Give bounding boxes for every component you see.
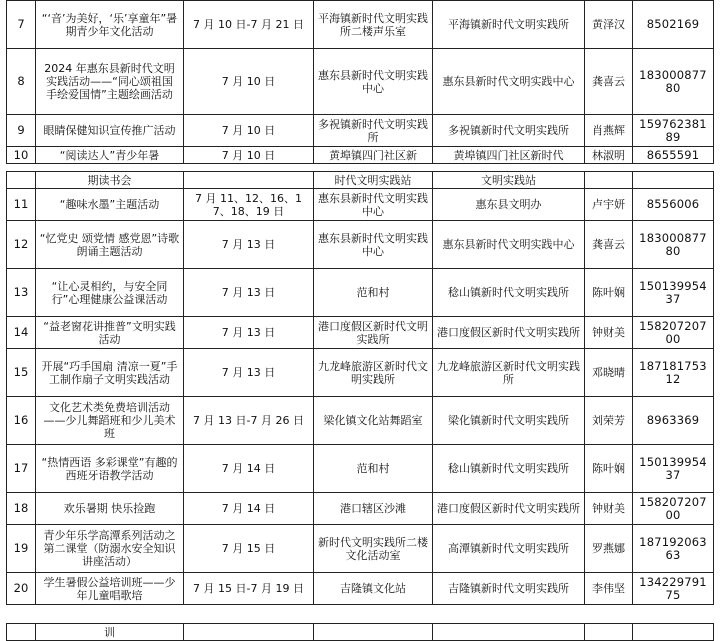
activity-name: “让心灵相约，与安全同行”心理健康公益课活动 [36,269,184,317]
activity-phone: 8502169 [633,1,714,49]
activity-contact: 罗燕娜 [585,525,633,573]
activity-phone: 8963369 [633,397,714,445]
activity-venue: 新时代文明实践所二楼文化活动室 [314,525,433,573]
activity-phone: 18300087780 [633,221,714,269]
activity-organizer: 黄埠镇四门社区新时代 [433,147,585,164]
table-row [7,115,714,147]
activity-date: 7 月 15 日 [184,525,314,573]
activity-contact: 陈叶娴 [585,445,633,493]
row-number: 15 [7,349,36,397]
activity-organizer: 高潭镇新时代文明实践所 [433,525,585,573]
row-number: 17 [7,445,36,493]
activity-date: 7 月 13 日 [184,349,314,397]
activity-organizer: 惠东县新时代文明实践中心 [433,221,585,269]
activity-name: 2024 年惠东县新时代文明实践活动——“同心颂祖国 手绘爱国情”主题绘画活动 [36,49,184,115]
activity-phone: 15820720700 [633,493,714,525]
activity-date: 7 月 10 日 [184,49,314,115]
activity-date: 7 月 14 日 [184,445,314,493]
activity-date: 7 月 14 日 [184,493,314,525]
activity-phone: 18300087780 [633,49,714,115]
activity-name: “忆党史 颂党情 感党恩”诗歌朗诵主题活动 [36,221,184,269]
activity-contact: 龚喜云 [585,49,633,115]
activity-name: “热情西语 多彩课堂”有趣的西班牙语教学活动 [36,445,184,493]
activity-venue: 惠东县新时代文明实践中心 [314,221,433,269]
row-number: 19 [7,525,36,573]
activity-date: 7 月 11、12、16、17、18、19 日 [184,189,314,221]
activity-venue: 吉隆镇文化站 [314,573,433,605]
activity-organizer: 平海镇新时代文明实践所 [433,1,585,49]
activity-venue: 黄埠镇四门社区新 [314,147,433,164]
activity-organizer: 惠东县新时代文明实践中心 [433,49,585,115]
table-row-continued [7,624,714,641]
activity-phone: 18718175312 [633,349,714,397]
activity-phone: 8556006 [633,189,714,221]
row-number: 16 [7,397,36,445]
table-row [7,1,714,49]
table-row [7,317,714,349]
table-row [7,221,714,269]
activity-name: 开展“巧手国扇 清凉一夏”手工制作扇子文明实践活动 [36,349,184,397]
row-number: 12 [7,221,36,269]
activity-organizer: 港口度假区新时代文明实践所 [433,317,585,349]
activity-contact: 李伟坚 [585,573,633,605]
activity-contact: 钟财美 [585,317,633,349]
row-number: 20 [7,573,36,605]
activity-venue: 港口度假区新时代文明实践所 [314,317,433,349]
table-row [7,147,714,164]
activity-phone: 15013995437 [633,269,714,317]
table-row [7,573,714,605]
activity-venue: 梁化镇文化站舞蹈室 [314,397,433,445]
activity-venue: 惠东县新时代文明实践中心 [314,189,433,221]
table-row [7,445,714,493]
activity-organizer: 文明实践站 [433,172,585,189]
activity-date: 7 月 13 日 [184,269,314,317]
row-number: 13 [7,269,36,317]
table-row [7,525,714,573]
activity-date: 7 月 13 日 [184,317,314,349]
activity-contact: 卢宇妍 [585,189,633,221]
activity-contact: 肖燕辉 [585,115,633,147]
row-number: 14 [7,317,36,349]
activity-organizer: 稔山镇新时代文明实践所 [433,269,585,317]
activity-name: “阅读达人”青少年暑 [36,147,184,164]
table-row-continued [7,172,714,189]
activity-table-middle [6,171,714,605]
activity-contact: 邓晓晴 [585,349,633,397]
activity-date: 7 月 10 日 [184,115,314,147]
table-row [7,189,714,221]
activity-organizer: 吉隆镇新时代文明实践所 [433,573,585,605]
activity-venue: 时代文明实践站 [314,172,433,189]
activity-name: “‘音’为美好，‘乐’享童年”暑期青少年文化活动 [36,1,184,49]
table-row [7,49,714,115]
table-row [7,493,714,525]
activity-phone: 8655591 [633,147,714,164]
activity-table-bottom [6,623,714,641]
activity-organizer: 梁化镇新时代文明实践所 [433,397,585,445]
table-row [7,349,714,397]
activity-date: 7 月 10 日 [184,147,314,164]
activity-table-top [6,0,714,164]
activity-contact: 钟财美 [585,493,633,525]
activity-venue: 惠东县新时代文明实践中心 [314,49,433,115]
activity-name: 眼睛保健知识宣传推广活动 [36,115,184,147]
row-number: 10 [7,147,36,164]
activity-phone: 15820720700 [633,317,714,349]
activity-organizer: 港口度假区新时代文明实践所 [433,493,585,525]
activity-contact: 陈叶娴 [585,269,633,317]
activity-contact: 黄泽汉 [585,1,633,49]
activity-organizer: 九龙峰旅游区新时代文明实践所 [433,349,585,397]
table-row [7,397,714,445]
activity-phone: 18719206363 [633,525,714,573]
activity-phone: 15976238189 [633,115,714,147]
activity-organizer: 多祝镇新时代文明实践所 [433,115,585,147]
row-number: 11 [7,189,36,221]
activity-name: “益老窗花讲推普”文明实践活动 [36,317,184,349]
activity-date: 7 月 10 日-7 月 21 日 [184,1,314,49]
activity-name: 学生暑假公益培训班——少年儿童唱歌培 [36,573,184,605]
activity-name: 文化艺术类免费培训活动——少儿舞蹈班和少儿美术班 [36,397,184,445]
activity-venue: 平海镇新时代文明实践所二楼声乐室 [314,1,433,49]
activity-organizer: 惠东县文明办 [433,189,585,221]
activity-date: 7 月 13 日-7 月 26 日 [184,397,314,445]
activity-name: 青少年乐学高潭系列活动之第二课堂（防溺水安全知识讲座活动） [36,525,184,573]
table-row [7,269,714,317]
row-number: 18 [7,493,36,525]
activity-organizer: 稔山镇新时代文明实践所 [433,445,585,493]
row-number: 9 [7,115,36,147]
activity-venue: 范和村 [314,445,433,493]
activity-name: 欢乐暑期 快乐捡跑 [36,493,184,525]
activity-date: 7 月 15 日-7 月 19 日 [184,573,314,605]
row-number: 8 [7,49,36,115]
activity-contact: 龚喜云 [585,221,633,269]
activity-phone: 13422979175 [633,573,714,605]
activity-contact: 林淑明 [585,147,633,164]
activity-venue: 九龙峰旅游区新时代文明实践所 [314,349,433,397]
activity-contact: 刘荣芳 [585,397,633,445]
activity-date: 7 月 13 日 [184,221,314,269]
activity-phone: 15013995437 [633,445,714,493]
activity-venue: 范和村 [314,269,433,317]
activity-venue: 多祝镇新时代文明实践所 [314,115,433,147]
activity-name: 期读书会 [36,172,184,189]
activity-name: 训 [36,624,184,641]
row-number: 7 [7,1,36,49]
activity-venue: 港口辖区沙滩 [314,493,433,525]
activity-name: “趣味水墨”主题活动 [36,189,184,221]
